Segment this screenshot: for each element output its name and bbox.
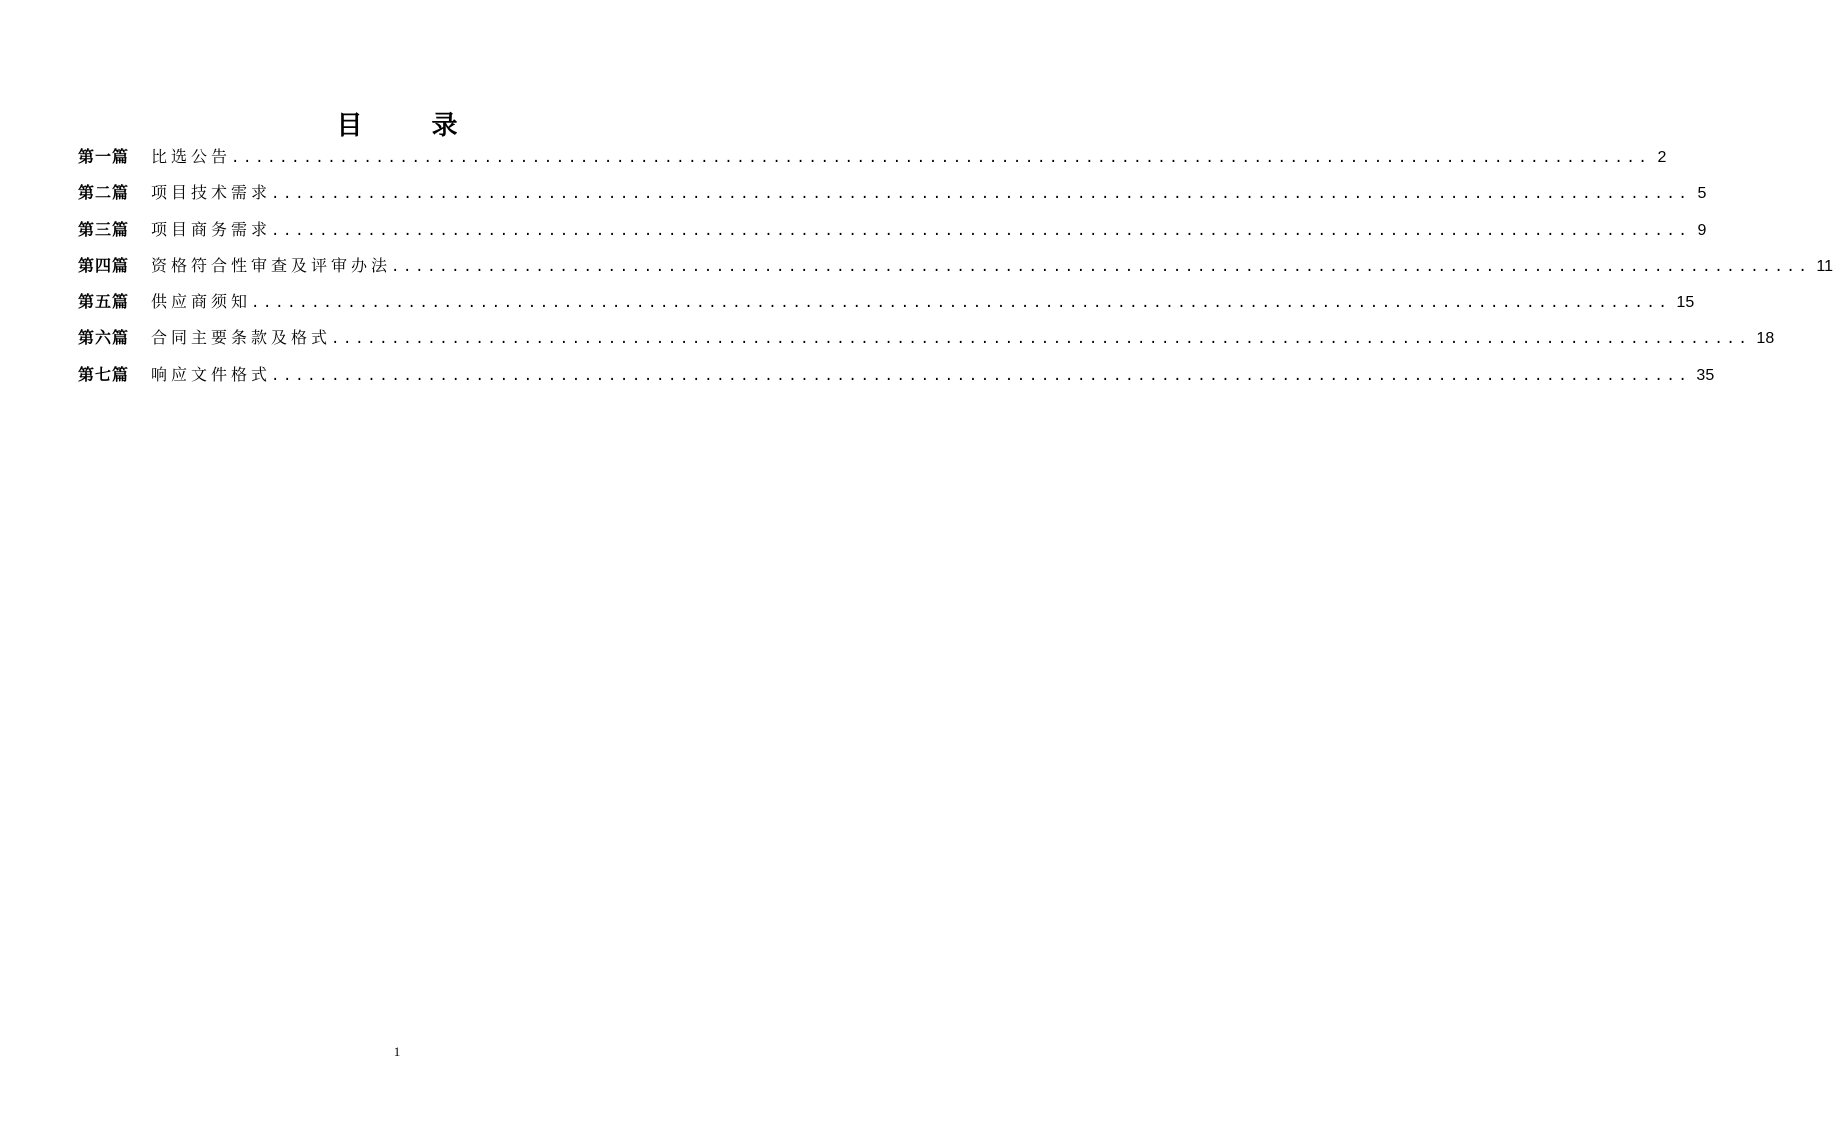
toc-part-label: 第六篇	[78, 328, 130, 348]
toc-dot-leader: ......................................................................................................................	[331, 331, 1751, 348]
toc-page-number: 11	[1816, 257, 1833, 275]
toc-page-number: 18	[1756, 330, 1775, 348]
toc-section-name: 项目技术需求	[151, 183, 272, 203]
toc-dot-leader: ......................................................................................................................	[271, 367, 1691, 384]
toc-dot-leader: ......................................................................................................................	[231, 150, 1651, 166]
toc-item-1[interactable]	[78, 139, 1667, 175]
toc-section-name: 响应文件格式	[151, 364, 272, 384]
toc-page-number: 2	[1657, 149, 1667, 166]
toc-section-name: 合同主要条款及格式	[151, 328, 332, 348]
toc-part-label: 第五篇	[78, 292, 130, 312]
toc-item-5[interactable]	[78, 284, 1695, 320]
toc-part-label: 第二篇	[78, 183, 130, 203]
toc-item-6[interactable]	[78, 320, 1775, 356]
page-number-footer: 1	[393, 1044, 401, 1059]
toc-page-number: 5	[1697, 185, 1707, 203]
toc-title: 目 录	[336, 111, 488, 141]
toc-item-2[interactable]	[78, 175, 1707, 211]
toc-section-name: 资格符合性审查及评审办法	[151, 255, 392, 275]
toc-page-number: 15	[1676, 294, 1695, 312]
toc-dot-leader: ......................................................................................................................	[391, 258, 1811, 275]
toc-dot-leader: ......................................................................................................................	[271, 222, 1691, 239]
toc-part-label: 第一篇	[78, 147, 130, 166]
toc-section-name: 项目商务需求	[151, 219, 272, 239]
toc-dot-leader: ......................................................................................................................	[271, 186, 1691, 203]
toc-section-name: 比选公告	[151, 147, 232, 166]
toc-list	[78, 139, 1833, 393]
toc-part-label: 第七篇	[78, 364, 130, 384]
toc-item-3[interactable]	[78, 212, 1707, 248]
toc-item-4[interactable]	[78, 248, 1833, 284]
toc-part-label: 第三篇	[78, 219, 130, 239]
toc-section-name: 供应商须知	[151, 292, 252, 312]
toc-dot-leader: ......................................................................................................................	[251, 295, 1671, 312]
toc-page-number: 35	[1696, 366, 1715, 384]
toc-part-label: 第四篇	[78, 255, 130, 275]
toc-item-7[interactable]	[78, 357, 1715, 393]
toc-page-number: 9	[1697, 221, 1707, 239]
